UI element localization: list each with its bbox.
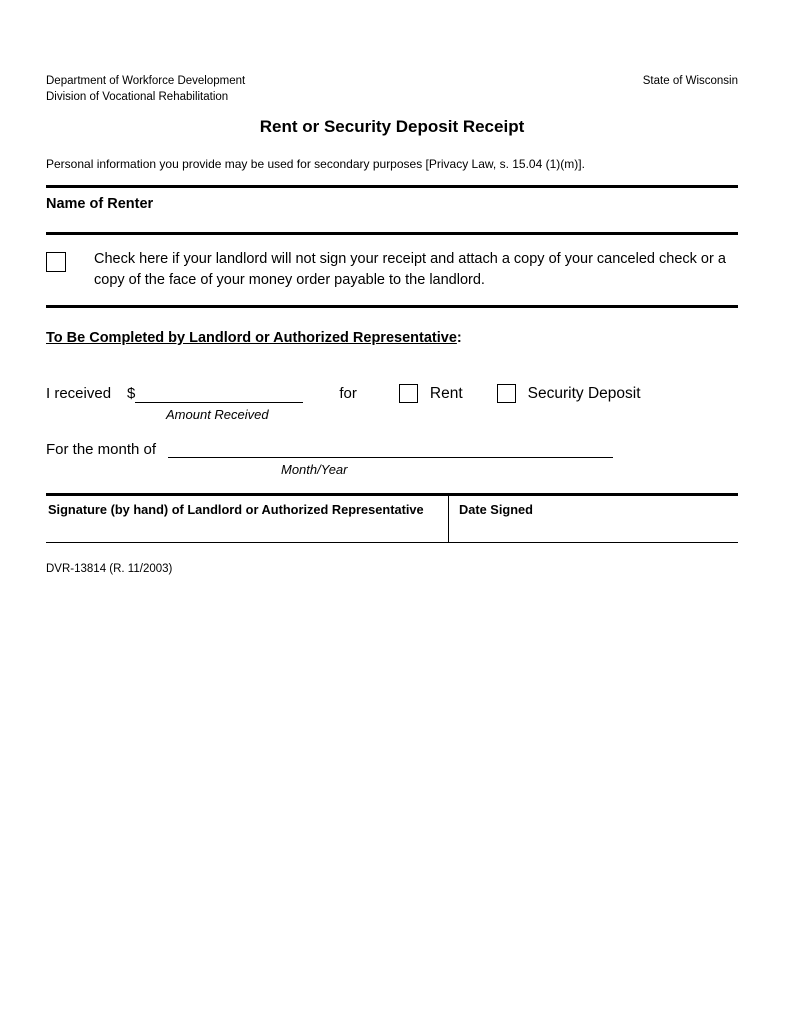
signature-table (46, 493, 738, 543)
landlord-section-heading-text: To Be Completed by Landlord or Authorized Representative (46, 330, 457, 347)
rent-checkbox[interactable] (399, 384, 418, 403)
agency-line2: Division of Vocational Rehabilitation (46, 90, 229, 103)
landlord-no-sign-checkbox[interactable] (46, 252, 66, 272)
agency-line1: Department of Workforce Development (46, 75, 246, 87)
divider (46, 305, 738, 308)
received-label: I received (46, 385, 112, 403)
month-row (46, 440, 738, 458)
amount-received-field[interactable] (135, 385, 303, 403)
date-signed-cell[interactable] (449, 496, 738, 542)
month-label: For the month of (46, 440, 157, 458)
signature-cell[interactable] (46, 496, 449, 542)
month-year-caption: Month/Year (281, 462, 348, 478)
state-label: State of Wisconsin (642, 75, 738, 87)
landlord-section-heading (46, 330, 738, 346)
landlord-no-sign-row (46, 235, 738, 305)
security-deposit-label: Security Deposit (527, 384, 641, 402)
renter-name-field[interactable] (46, 188, 738, 232)
form-number: DVR-13814 (R. 11/2003) (46, 563, 173, 576)
agency-block (46, 74, 245, 105)
dollar-sign: $ (127, 385, 136, 403)
rent-label: Rent (429, 384, 463, 402)
security-deposit-checkbox[interactable] (497, 384, 516, 403)
signature-header: Signature (by hand) of Landlord or Authorized Representative (48, 502, 424, 518)
amount-received-row (46, 384, 738, 403)
for-label: for (339, 385, 357, 403)
landlord-section-heading-colon: : (456, 330, 462, 347)
privacy-notice: Personal information you provide may be used for secondary purposes [Privacy Law, s. 15.04 (1)(m)]. (46, 157, 585, 172)
month-year-field[interactable] (168, 440, 613, 458)
landlord-no-sign-text: Check here if your landlord will not sign your receipt and attach a copy of your canceled check or a copy of the face of your money order payable to the landlord. (94, 251, 726, 289)
form-title: Rent or Security Deposit Receipt (259, 117, 525, 137)
amount-received-caption: Amount Received (166, 407, 269, 423)
date-signed-header: Date Signed (459, 502, 533, 518)
renter-name-label: Name of Renter (46, 196, 154, 213)
form-header (46, 74, 738, 105)
